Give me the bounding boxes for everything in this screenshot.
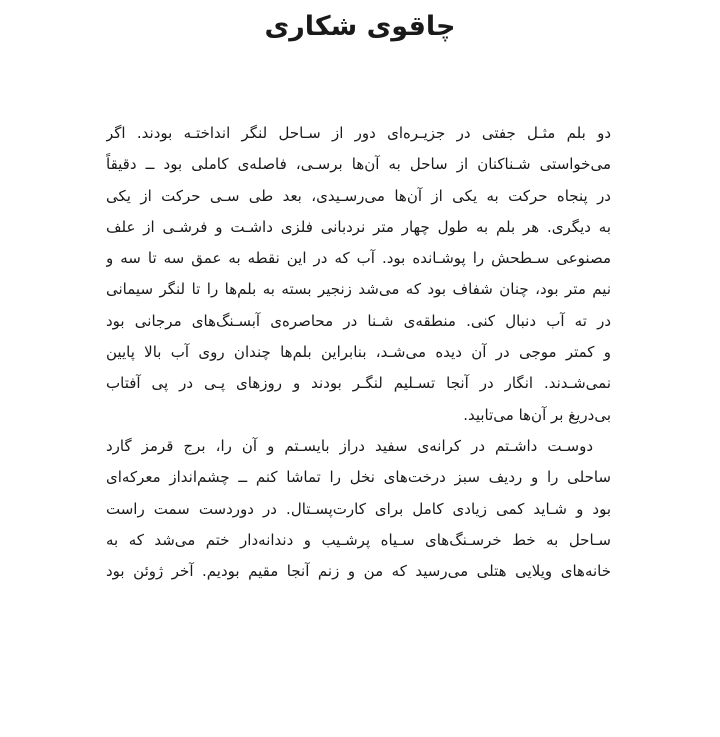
text-line: بود و شـاید کمی زیادی کامل برای کارت‌پسـتال. در دوردست سمت راست xyxy=(106,499,611,518)
text-line: بی‌دریغ بر آن‌ها می‌تابید. xyxy=(463,405,611,424)
body-text xyxy=(106,118,611,587)
paragraph-2 xyxy=(106,431,611,587)
text-line: نیم متر بود، چنان شفاف بود که می‌شد زنجیر بسته به بلم‌ها را تا لنگر سیمانی xyxy=(106,280,611,299)
chapter-title: چاقوی شکاری xyxy=(264,11,456,42)
text-line: دو بلم مثـل جفتی در جزیـره‌ای دور از سـاحل لنگر انداختـه بودند. اگر xyxy=(106,124,611,142)
text-line: سـاحل به خط خرسـنگ‌های سـیاه پرشـیب و دندانه‌دار ختم می‌شد که به xyxy=(106,530,611,549)
text-line: ساحلی را و ردیف سبز درخت‌های نخل را تماشا کنم ــ چشم‌انداز معرکه‌ای xyxy=(106,468,611,487)
text-line: در ته آب دنبال کنی. منطقه‌ی شـنا در محاصره‌ی آبسـنگ‌های مرجانی بود xyxy=(106,311,611,330)
text-line: می‌خواستی شـناکنان از ساحل به آن‌ها برسـی، فاصله‌ی کاملی بود ــ دقیقاً xyxy=(106,155,611,174)
text-line: به دیگری. هر بلم به طول چهار متر نردبانی فلزی داشـت و فرشـی از علف xyxy=(106,217,611,236)
text-line: در پنجاه حرکت به یکی از آن‌ها می‌رسـیدی، بعد طی سـی حرکت از یکی xyxy=(106,186,611,205)
text-line: نمی‌شـدند. انگار در آنجا تسـلیم لنگـر بودند و روزهای پـی در پی آفتاب xyxy=(106,374,611,393)
text-line: دوسـت داشـتم در کرانه‌ی سفید دراز بایسـتم و آن را، برج قرمز گارد xyxy=(106,436,593,455)
text-line: مصنوعی سـطحش را پوشـانده بود. آب که در این نقطه به عمق سه تا سه و xyxy=(106,249,611,268)
paragraph-1 xyxy=(106,118,611,431)
text-line: و کمتر موجی در آن دیده می‌شـد، بنابراین بلم‌ها چندان روی آب بالا پایین xyxy=(106,343,611,362)
text-line: خانه‌های ویلایی هتلی می‌رسید که من و زنم آنجا مقیم بودیم. آخر ژوئن بود xyxy=(106,562,611,581)
